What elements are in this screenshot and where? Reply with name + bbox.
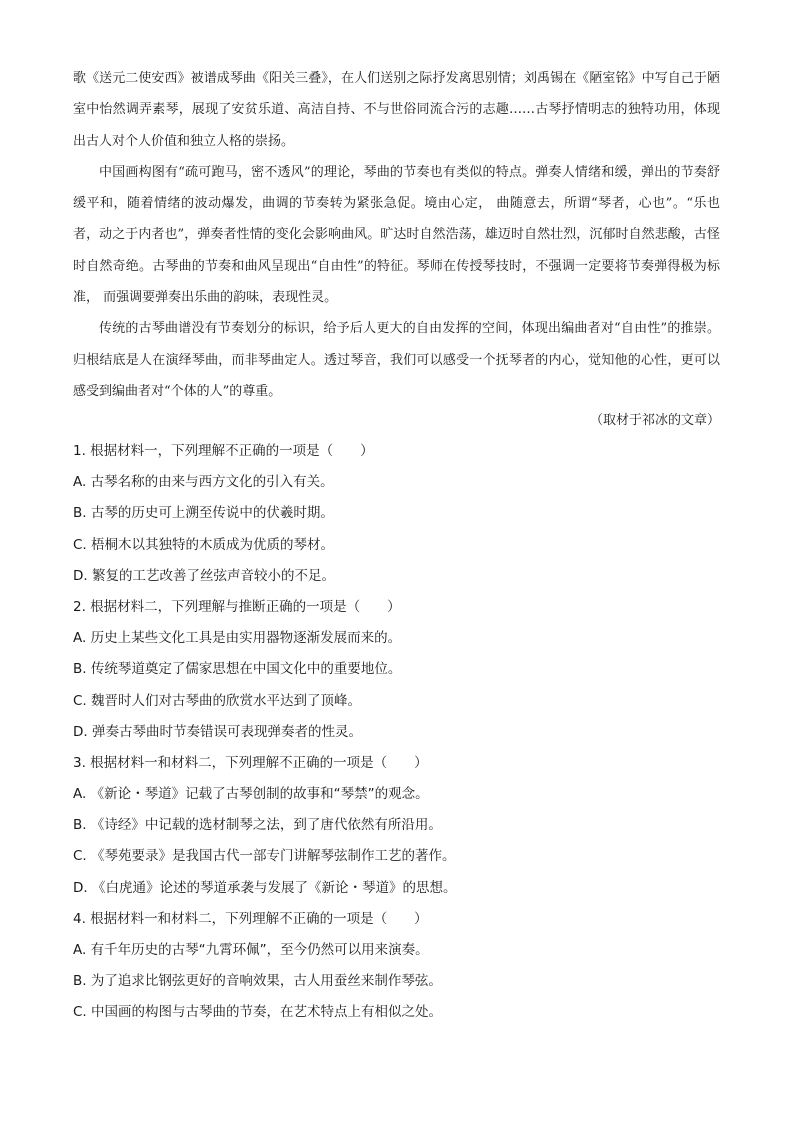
question-2-option-b: B. 传统琴道奠定了儒家思想在中国文化中的重要地位。 [73,661,402,678]
question-4-option-b: B. 为了追求比钢弦更好的音响效果，古人用蚕丝来制作琴弦。 [73,973,442,990]
question-3-option-d: D. 《白虎通》论述的琴道承袭与发展了《新论・琴道》的思想。 [73,879,457,896]
question-4-option-c: C. 中国画的构图与古琴曲的节奏，在艺术特点上有相似之处。 [73,1004,443,1021]
question-2-option-c: C. 魏晋时人们对古琴曲的欣赏水平达到了顶峰。 [73,692,362,709]
passage-paragraph-2: 中国画构图有“疏可跑马，密不透风”的理论，琴曲的节奏也有类似的特点。弹奏人情绪和缓，弹出的节奏舒缓平和，随着情绪的波动爆发，曲调的节奏转为紧张急促。境由心定， 曲随意去，所谓“琴者，心也”。“乐也者，动之于内者也”，弹奏者性情的变化会影响曲风。旷达时自然浩荡，雄迈时自然壮烈，沉郁时自然悲酸，古怪时自然奇绝。古琴曲的节奏和曲风呈现出“自由性”的特征。琴师在传授琴技时，不强调一定要将节奏弹得极为标准， 而强调要弹奏出乐曲的韵味，表现性灵。 [73,164,720,306]
question-1-option-a: A. 古琴名称的由来与西方文化的引入有关。 [73,474,334,491]
question-4-stem: 4. 根据材料一和材料二，下列理解不正确的一项是（ ） [73,910,428,927]
question-2-option-d: D. 弹奏古琴曲时节奏错误可表现弹奏者的性灵。 [73,723,362,740]
passage-paragraph-3: 传统的古琴曲谱没有节奏划分的标识，给予后人更大的自由发挥的空间，体现出编曲者对“自由性”的推崇。归根结底是人在演绎琴曲，而非琴曲定人。透过琴音，我们可以感受一个抚琴者的内心，觉知他的心性，更可以感受到编曲者对“个体的人”的尊重。 [73,321,720,399]
question-2-option-a: A. 历史上某些文化工具是由实用器物逐渐发展而来的。 [73,630,402,647]
passage-source: （取材于祁冰的文章） [589,413,720,428]
question-4-option-a: A. 有千年历史的古琴“九霄环佩”，至今仍然可以用来演奏。 [73,942,429,958]
question-1-option-c: C. 梧桐木以其独特的木质成为优质的琴材。 [73,536,335,553]
passage-paragraph-1: 歌《送元二使安西》被谱成琴曲《阳关三叠》，在人们送别之际抒发离思别情；刘禹锡在《陋室铭》中写自己于陋室中怡然调弄素琴，展现了安贫乐道、高洁自持、不与世俗同流合污的志趣……古琴抒情明志的独特功用，体现出古人对个人价值和独立人格的崇扬。 [73,71,720,149]
reading-passage [73,63,720,407]
question-2-stem: 2. 根据材料二，下列理解与推断正确的一项是（ ） [73,598,401,615]
question-3-option-c: C. 《琴苑要录》是我国古代一部专门讲解琴弦制作工艺的著作。 [73,848,456,865]
question-3-option-a: A. 《新论・琴道》记载了古琴创制的故事和“琴禁”的观念。 [73,786,429,803]
question-1-option-d: D. 繁复的工艺改善了丝弦声音较小的不足。 [73,567,335,584]
question-1-option-b: B. 古琴的历史可上溯至传说中的伏羲时期。 [73,505,334,522]
question-3-stem: 3. 根据材料一和材料二，下列理解不正确的一项是（ ） [73,754,428,771]
question-3-option-b: B. 《诗经》中记载的选材制琴之法，到了唐代依然有所沿用。 [73,817,442,834]
question-1-stem: 1. 根据材料一，下列理解不正确的一项是（ ） [73,443,374,459]
question-list [73,436,733,1029]
